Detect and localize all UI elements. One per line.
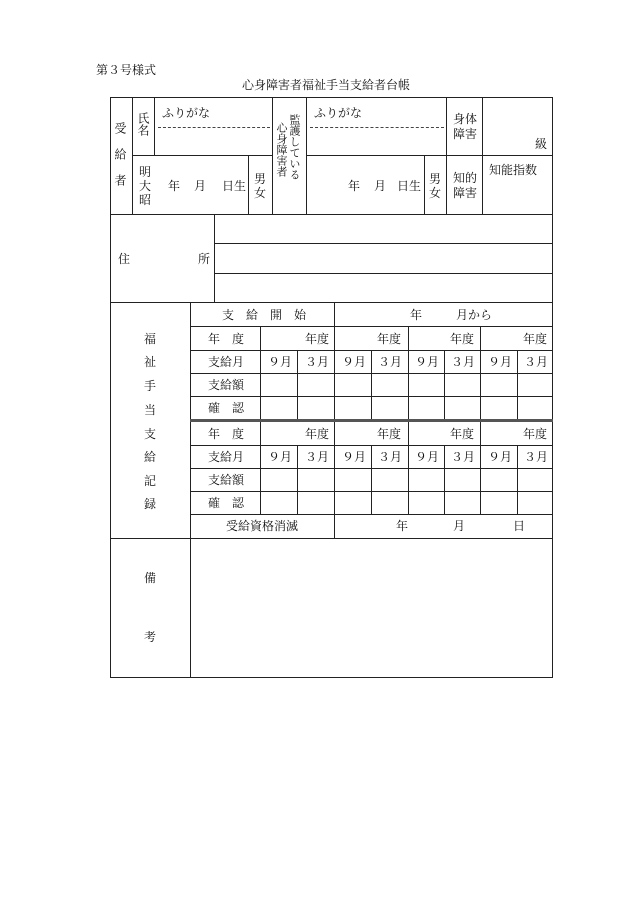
era-taisho: 大 xyxy=(139,179,152,193)
recipient-section-label: 受給者 xyxy=(113,122,127,200)
payment-start-year: 年 xyxy=(410,308,423,322)
month-cell: ３月 xyxy=(378,355,403,369)
termination-day: 日 xyxy=(513,519,526,533)
guardian-furigana-label: ふりがな xyxy=(314,106,363,120)
physical-disability-label-2: 障害 xyxy=(453,127,478,141)
row-confirm: 確 認 xyxy=(208,496,245,510)
month-cell: ３月 xyxy=(305,450,330,464)
month-cell: ３月 xyxy=(524,355,549,369)
month-cell: ９月 xyxy=(342,355,367,369)
fiscal-year-cell[interactable]: 年度 xyxy=(305,332,330,346)
month-cell: ３月 xyxy=(451,450,476,464)
month-cell: ３月 xyxy=(378,450,403,464)
guardian-gender-female[interactable]: 女 xyxy=(429,186,442,200)
payment-start-month: 月から xyxy=(456,308,493,322)
month-cell: ９月 xyxy=(488,450,513,464)
intellectual-disability-label-1: 知的 xyxy=(453,171,478,185)
side-char: 手 xyxy=(144,379,157,393)
fiscal-year-cell[interactable]: 年度 xyxy=(450,427,475,441)
address-line-3[interactable] xyxy=(215,274,552,302)
recipient-gender-female[interactable]: 女 xyxy=(254,186,267,200)
recipient-name-field[interactable] xyxy=(155,129,271,154)
row-amount: 支給額 xyxy=(208,378,245,392)
side-char: 祉 xyxy=(144,355,157,369)
side-char: 支 xyxy=(144,427,157,441)
recipient-name-label: 氏名 xyxy=(136,112,150,136)
fiscal-year-cell[interactable]: 年度 xyxy=(377,427,402,441)
address-label-1: 住 xyxy=(118,252,131,266)
row-confirm: 確 認 xyxy=(208,401,245,415)
month-cell: ９月 xyxy=(415,450,440,464)
month-cell: ３月 xyxy=(524,450,549,464)
month-cell: ９月 xyxy=(415,355,440,369)
row-fiscal-year: 年 度 xyxy=(208,427,245,441)
fiscal-year-cell[interactable]: 年度 xyxy=(377,332,402,346)
form-number: 第３号様式 xyxy=(96,63,157,77)
guardian-birth-month-label: 月 xyxy=(374,179,387,193)
recipient-birth-month-label: 月 xyxy=(194,179,207,193)
row-amount: 支給額 xyxy=(208,473,245,487)
document-title: 心身障害者福祉手当支給者台帳 xyxy=(242,78,411,92)
recipient-gender-male[interactable]: 男 xyxy=(254,172,267,186)
side-char: 記 xyxy=(144,474,157,488)
side-char: 当 xyxy=(144,403,157,417)
recipient-birth-day-label: 日生 xyxy=(222,179,247,193)
side-char: 福 xyxy=(144,332,157,346)
intellectual-disability-label-2: 障害 xyxy=(453,186,478,200)
guardian-birth-day-label: 日生 xyxy=(397,179,422,193)
row-payment-month: 支給月 xyxy=(208,450,245,464)
fiscal-year-cell[interactable]: 年度 xyxy=(450,332,475,346)
month-cell: ９月 xyxy=(268,450,293,464)
remarks-field[interactable] xyxy=(191,539,552,677)
remarks-label-2: 考 xyxy=(144,630,157,644)
grade-suffix: 級 xyxy=(535,137,548,151)
address-line-1[interactable] xyxy=(215,215,552,243)
guardian-gender-male[interactable]: 男 xyxy=(429,172,442,186)
fiscal-year-cell[interactable]: 年度 xyxy=(523,427,548,441)
recipient-furigana-label: ふりがな xyxy=(162,106,211,120)
month-cell: ９月 xyxy=(342,450,367,464)
fiscal-year-cell[interactable]: 年度 xyxy=(305,427,330,441)
month-cell: ９月 xyxy=(268,355,293,369)
era-meiji: 明 xyxy=(139,165,152,179)
month-cell: ３月 xyxy=(305,355,330,369)
iq-label: 知能指数 xyxy=(489,163,538,177)
address-line-2[interactable] xyxy=(215,244,552,273)
termination-label: 受給資格消滅 xyxy=(226,519,299,533)
guardian-birth-year-label: 年 xyxy=(348,179,361,193)
physical-grade-field[interactable] xyxy=(483,98,551,154)
row-fiscal-year: 年 度 xyxy=(208,332,245,346)
physical-disability-label-1: 身体 xyxy=(453,112,478,126)
remarks-label-1: 備 xyxy=(144,571,157,585)
recipient-birth-year-label: 年 xyxy=(168,179,181,193)
guardian-label-1: 監護している xyxy=(288,114,301,180)
month-cell: ９月 xyxy=(488,355,513,369)
termination-year: 年 xyxy=(396,519,409,533)
row-payment-month: 支給月 xyxy=(208,355,245,369)
guardian-label-2: 心身障害者 xyxy=(275,122,288,177)
side-char: 録 xyxy=(144,497,157,511)
fiscal-year-cell[interactable]: 年度 xyxy=(523,332,548,346)
payment-start-label: 支 給 開 始 xyxy=(222,308,307,322)
month-cell: ３月 xyxy=(451,355,476,369)
guardian-name-field[interactable] xyxy=(307,129,445,154)
side-char: 給 xyxy=(144,450,157,464)
era-showa: 昭 xyxy=(139,193,152,207)
termination-month: 月 xyxy=(453,519,466,533)
address-label-2: 所 xyxy=(198,252,211,266)
